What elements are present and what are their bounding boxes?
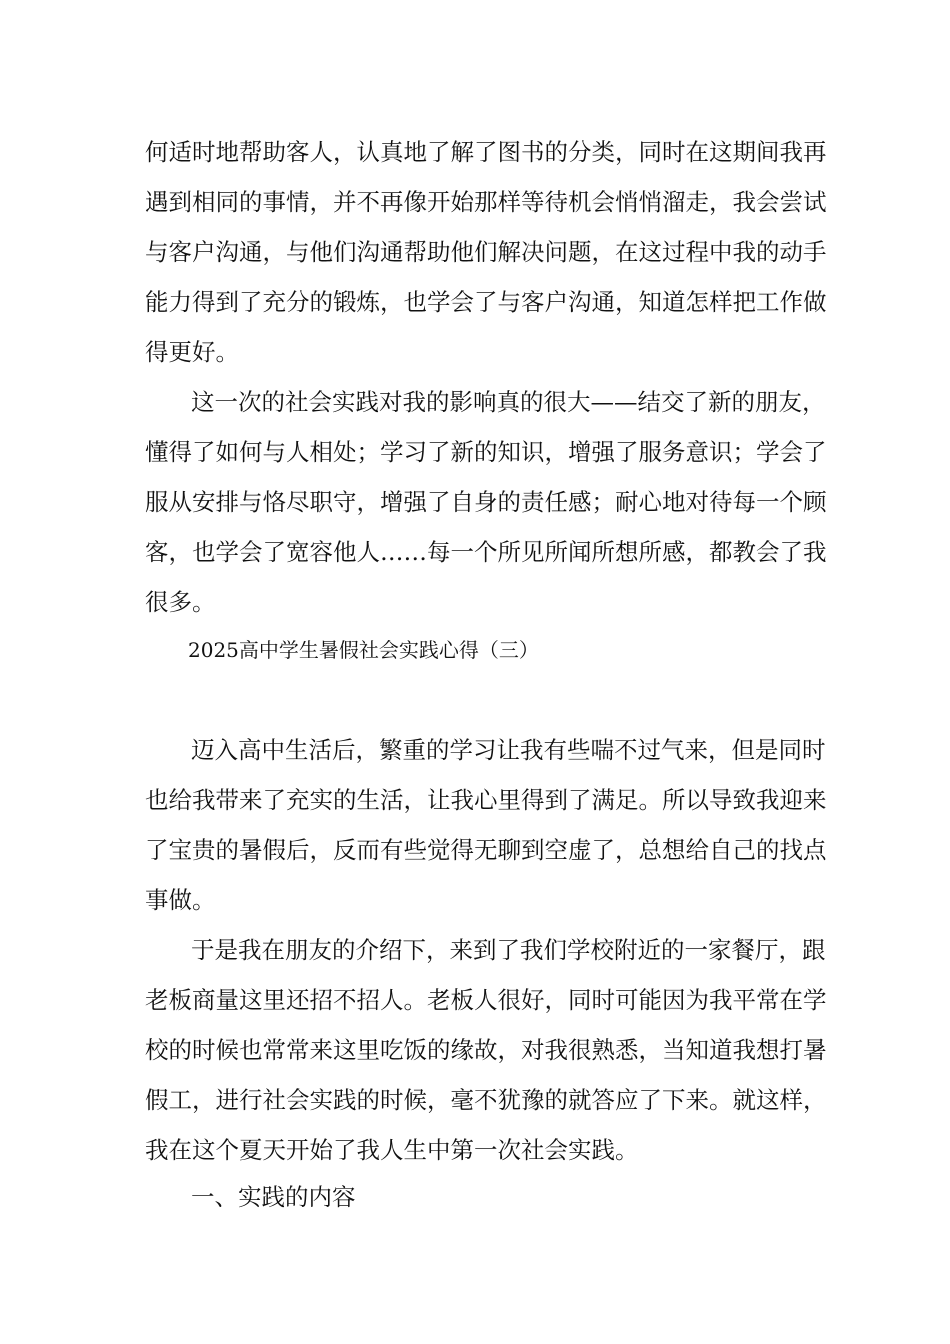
paragraph-line: 了宝贵的暑假后，反而有些觉得无聊到空虚了，总想给自己的找点 <box>145 836 827 864</box>
paragraph-line: 我在这个夏天开始了我人生中第一次社会实践。 <box>145 1136 639 1164</box>
paragraph-line: 迈入高中生活后，繁重的学习让我有些喘不过气来，但是同时 <box>191 736 826 764</box>
section-title: 2025高中学生暑假社会实践心得（三） <box>188 638 539 662</box>
paragraph-line: 假工，进行社会实践的时候，毫不犹豫的就答应了下来。就这样， <box>145 1086 827 1114</box>
paragraph-line: 得更好。 <box>145 338 239 366</box>
paragraph-line: 事做。 <box>145 886 216 914</box>
paragraph-line: 服从安排与恪尽职守，增强了自身的责任感；耐心地对待每一个顾 <box>145 488 827 516</box>
subheading: 一、实践的内容 <box>191 1183 356 1211</box>
paragraph-line: 客，也学会了宽容他人……每一个所见所闻所想所感，都教会了我 <box>145 538 827 566</box>
paragraph-line: 很多。 <box>145 588 216 616</box>
paragraph-line: 与客户沟通，与他们沟通帮助他们解决问题，在这过程中我的动手 <box>145 238 827 266</box>
paragraph-line: 于是我在朋友的介绍下，来到了我们学校附近的一家餐厅，跟 <box>191 936 826 964</box>
paragraph-line: 懂得了如何与人相处；学习了新的知识，增强了服务意识；学会了 <box>145 438 827 466</box>
paragraph-line: 何适时地帮助客人，认真地了解了图书的分类，同时在这期间我再 <box>145 138 827 166</box>
paragraph-line: 遇到相同的事情，并不再像开始那样等待机会悄悄溜走，我会尝试 <box>145 188 827 216</box>
paragraph-line: 老板商量这里还招不招人。老板人很好，同时可能因为我平常在学 <box>145 986 827 1014</box>
paragraph-line: 这一次的社会实践对我的影响真的很大——结交了新的朋友， <box>191 388 826 416</box>
paragraph-line: 校的时候也常常来这里吃饭的缘故，对我很熟悉，当知道我想打暑 <box>145 1036 827 1064</box>
paragraph-line: 也给我带来了充实的生活，让我心里得到了满足。所以导致我迎来 <box>145 786 827 814</box>
paragraph-line: 能力得到了充分的锻炼，也学会了与客户沟通，知道怎样把工作做 <box>145 288 827 316</box>
